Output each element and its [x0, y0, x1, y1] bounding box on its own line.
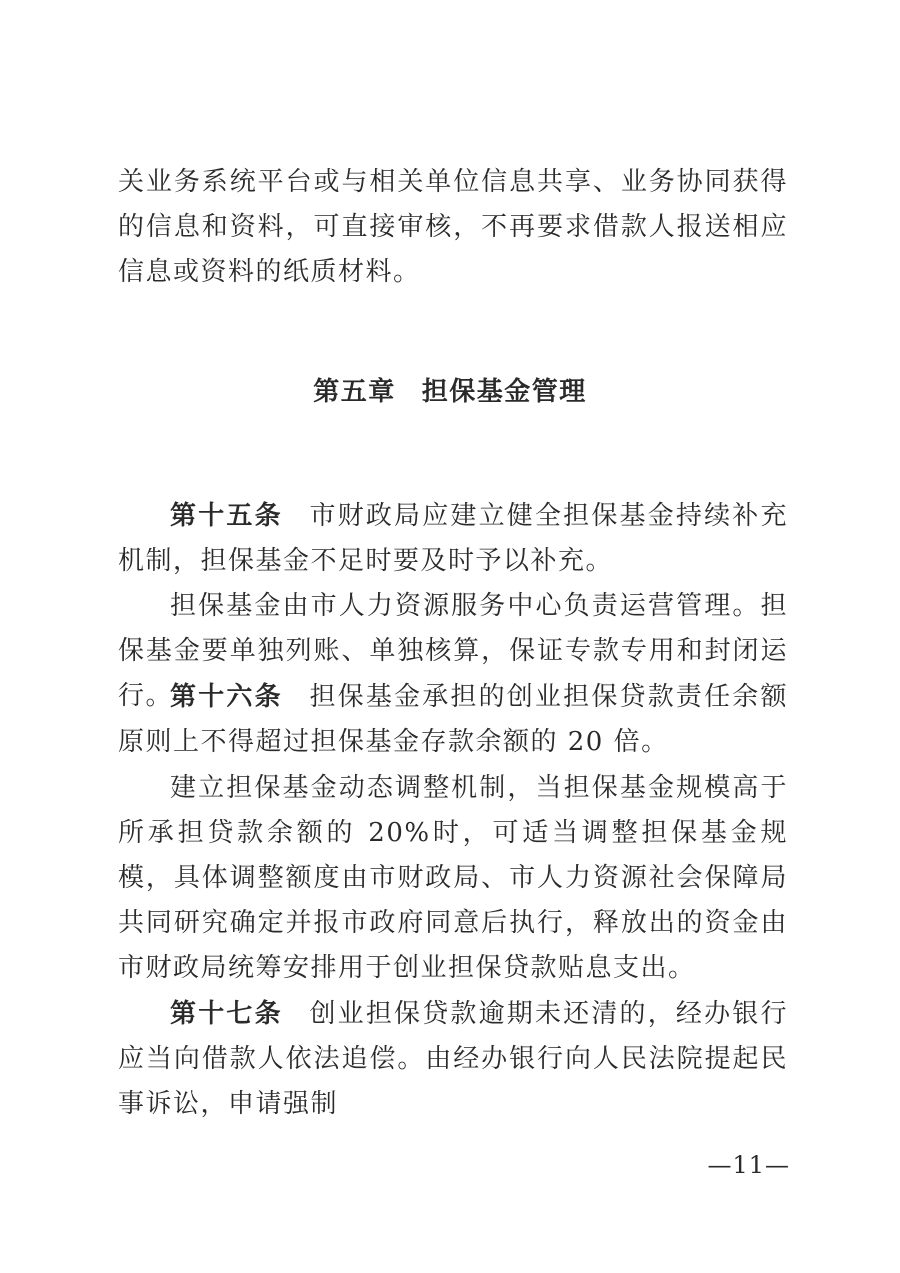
paragraph-text: 建立担保基金动态调整机制，当担保基金规模高于所承担贷款余额的 20%时，可适当调整担保基金规模，具体调整额度由市财政局、市人力资源社会保障局共同研究确定并报市政府同意后执行，释放出的资金由市财政局统筹安排用于创业担保贷款贴息支出。: [118, 773, 788, 983]
article-17-paragraph: [118, 992, 788, 1127]
article-16-text: 担保基金承担的创业担保贷款责任余额原则上不得超过担保基金存款余额的 20 倍。: [118, 682, 788, 757]
paragraph-text: 担保基金由市人力资源服务中心负责运营管理。担保基金要单独列账、单独核算，保证专款专用和封闭运行。: [118, 591, 788, 711]
chapter-number: 第五章: [313, 377, 396, 407]
dynamic-adjustment-paragraph: [118, 766, 788, 991]
article-15-paragraph: [118, 494, 788, 584]
article-15-text: 市财政局应建立健全担保基金持续补充机制，担保基金不足时要及时予以补充。: [118, 501, 788, 576]
paragraph-text: 关业务系统平台或与相关单位信息共享、业务协同获得的信息和资料，可直接审核，不再要求借款人报送相应信息或资料的纸质材料。: [118, 167, 788, 287]
paragraph-continued: [118, 160, 788, 295]
page-number: —11—: [707, 1151, 790, 1179]
chapter-title: 担保基金管理: [421, 377, 587, 407]
article-15-number: 第十五条: [170, 501, 283, 531]
article-16-paragraph: [118, 675, 788, 765]
article-17-text: 创业担保贷款逾期未还清的，经办银行应当向借款人依法追偿。由经办银行向人民法院提起民事诉讼，申请强制: [118, 999, 788, 1119]
chapter-heading: [0, 372, 900, 412]
article-16-number: 第十六条: [170, 682, 283, 712]
article-17-number: 第十七条: [170, 999, 283, 1029]
